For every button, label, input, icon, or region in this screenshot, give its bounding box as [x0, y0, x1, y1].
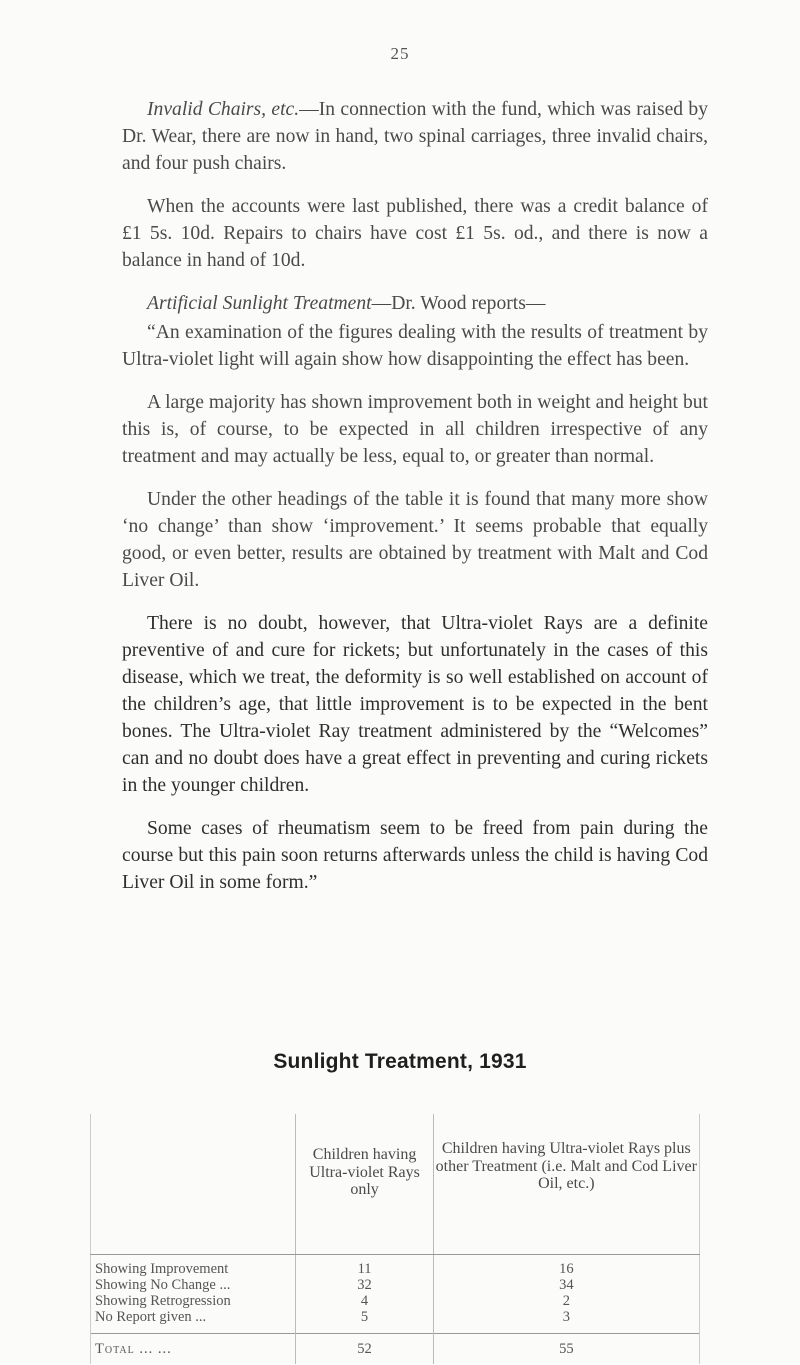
row-label: Showing No Change ...	[91, 1277, 296, 1293]
paragraph-majority	[122, 389, 708, 470]
paragraph-invalid-chairs	[122, 96, 708, 177]
paragraph-rickets	[122, 610, 708, 799]
total-label: Total ... ...	[91, 1334, 296, 1365]
table-header-blank	[91, 1114, 296, 1255]
table-row	[91, 1255, 700, 1278]
heading-invalid-chairs: Invalid Chairs, etc.	[147, 99, 300, 120]
table-row	[91, 1277, 700, 1293]
paragraph-text: “An examination of the figures dealing with the results of treatment by Ultra-violet light will again show how disappointing the effect has been.	[122, 322, 708, 370]
body-text	[122, 96, 708, 912]
row-label: Showing Improvement	[91, 1255, 296, 1278]
row-label: No Report given ...	[91, 1309, 296, 1334]
page-number: 25	[390, 44, 410, 63]
sunlight-treatment-table	[90, 1114, 700, 1364]
cell-uv-only: 11	[296, 1255, 433, 1278]
cell-uv-plus: 2	[433, 1293, 699, 1309]
table-row	[91, 1309, 700, 1334]
cell-uv-only: 32	[296, 1277, 433, 1293]
table-title: Sunlight Treatment, 1931	[273, 1050, 527, 1073]
paragraph-text: When the accounts were last published, there was a credit balance of £1 5s. 10d. Repairs to chairs have cost £1 5s. od., and there is now a balance in hand of 10d.	[122, 196, 708, 271]
table-header-row	[91, 1114, 700, 1255]
paragraph-sunlight-heading	[122, 290, 708, 317]
table-total-row	[91, 1334, 700, 1365]
paragraph-other-headings	[122, 486, 708, 594]
cell-uv-plus: 34	[433, 1277, 699, 1293]
cell-uv-plus: 3	[433, 1309, 699, 1334]
paragraph-accounts	[122, 193, 708, 274]
row-label: Showing Retrogression	[91, 1293, 296, 1309]
cell-uv-only: 4	[296, 1293, 433, 1309]
cell-uv-plus: 16	[433, 1255, 699, 1278]
table-row	[91, 1293, 700, 1309]
paragraph-text: —In connection with the fund, which was raised by Dr. Wear, there are now in hand, two spinal carriages, three invalid chairs, and four push chairs.	[122, 99, 708, 174]
heading-artificial-sunlight: Artificial Sunlight Treatment	[147, 293, 372, 314]
total-uv-only: 52	[296, 1334, 433, 1365]
paragraph-rheumatism	[122, 815, 708, 896]
paragraph-text: Some cases of rheumatism seem to be freed from pain during the course but this pain soon returns afterwards unless the child is having Cod Liver Oil in some form.”	[122, 818, 708, 893]
paragraph-text: Under the other headings of the table it is found that many more show ‘no change’ than show ‘improvement.’ It seems probable that equally good, or even better, results are obtained by treatment with Malt and Cod Liver Oil.	[122, 489, 708, 591]
paragraph-text: There is no doubt, however, that Ultra-violet Rays are a definite preventive of and cure for rickets; but unfortunately in the cases of this disease, which we treat, the deformity is so well established on account of the children’s age, that little improvement is to be expected in the bent bones. The Ultra-violet Ray treatment administered by the “Welcomes” can and no doubt does have a great effect in preventing and curing rickets in the younger children.	[122, 613, 708, 796]
total-uv-plus: 55	[433, 1334, 699, 1365]
paragraph-text: A large majority has shown improvement both in weight and height but this is, of course, to be expected in all children irrespective of any treatment and may actually be less, equal to, or greater than normal.	[122, 392, 708, 467]
cell-uv-only: 5	[296, 1309, 433, 1334]
paragraph-examination	[122, 319, 708, 373]
paragraph-text: —Dr. Wood reports—	[371, 293, 546, 314]
table-header-uv-plus: Children having Ultra-violet Rays plus other Treatment (i.e. Malt and Cod Liver Oil, etc.)	[433, 1114, 699, 1255]
table-header-uv-only: Children having Ultra-violet Rays only	[296, 1114, 433, 1255]
